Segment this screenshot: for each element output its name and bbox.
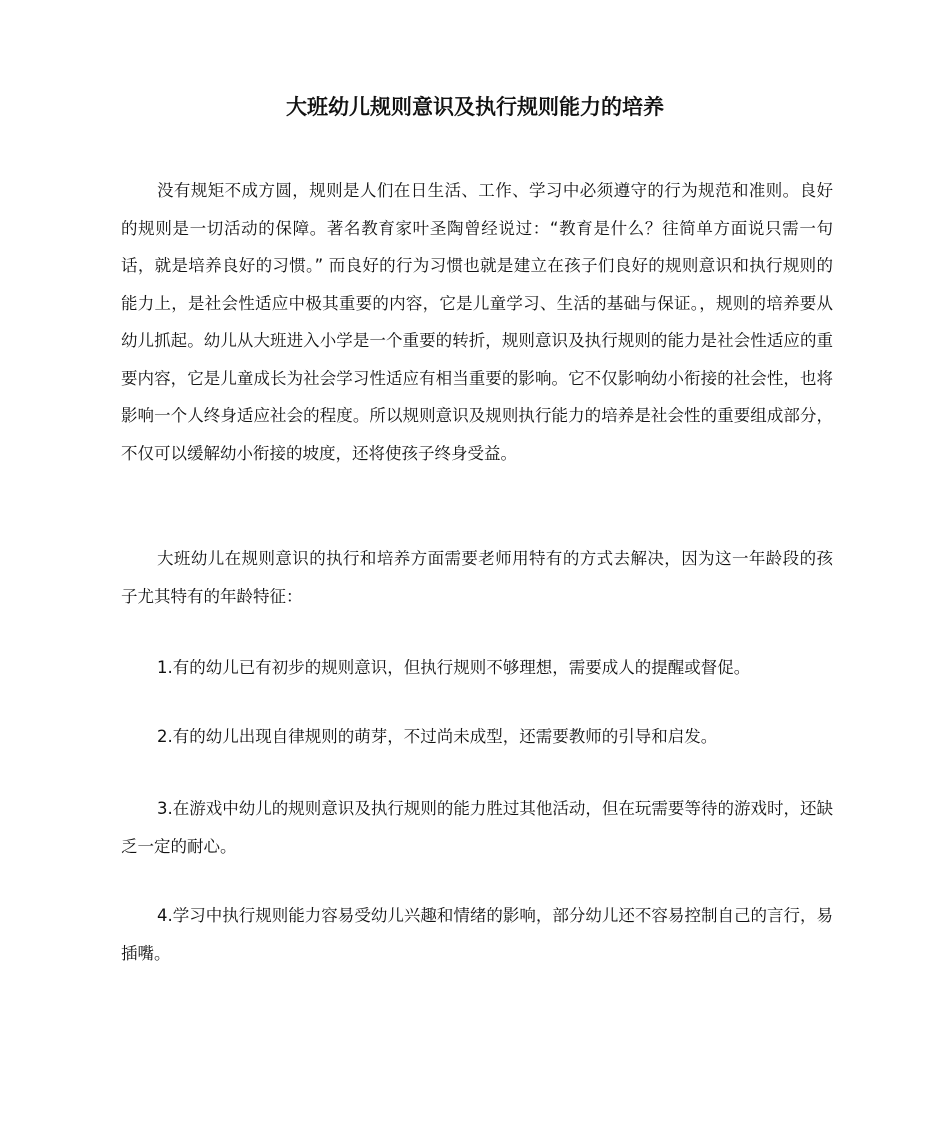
paragraph-intro: 没有规矩不成方圆，规则是人们在日生活、工作、学习中必须遵守的行为规范和准则。良好的规则是一切活动的保障。著名教育家叶圣陶曾经说过：“教育是什么？往简单方面说只需一句话，就是培养良好的习惯。” 而良好的行为习惯也就是建立在孩子们良好的规则意识和执行规则的能力上，是社会性适应中极其重要的内容，它是儿童学习、生活的基础与保证。，规则的培养要从幼儿抓起。幼儿从大班进入小学是一个重要的转折，规则意识及执行规则的能力是社会性适应的重要内容，它是儿童成长为社会学习性适应有相当重要的影响。它不仅影响幼小衔接的社会性，也将影响一个人终身适应社会的程度。所以规则意识及规则执行能力的培养是社会性的重要组成部分，不仅可以缓解幼小衔接的坡度，还将使孩子终身受益。 bbox=[121, 181, 833, 463]
list-item-2: 2.有的幼儿出现自律规则的萌芽，不过尚未成型，还需要教师的引导和启发。 bbox=[157, 727, 718, 746]
list-item-4: 4.学习中执行规则能力容易受幼儿兴趣和情绪的影响，部分幼儿还不容易控制自己的言行，易插嘴。 bbox=[121, 906, 833, 963]
list-item-3: 3.在游戏中幼儿的规则意识及执行规则的能力胜过其他活动，但在玩需要等待的游戏时，还缺乏一定的耐心。 bbox=[121, 799, 833, 856]
document-title: 大班幼儿规则意识及执行规则能力的培养 bbox=[286, 95, 664, 119]
list-item-1: 1.有的幼儿已有初步的规则意识，但执行规则不够理想，需要成人的提醒或督促。 bbox=[157, 658, 751, 677]
paragraph-characteristics-intro: 大班幼儿在规则意识的执行和培养方面需要老师用特有的方式去解决，因为这一年龄段的孩子尤其特有的年龄特征： bbox=[121, 549, 833, 606]
